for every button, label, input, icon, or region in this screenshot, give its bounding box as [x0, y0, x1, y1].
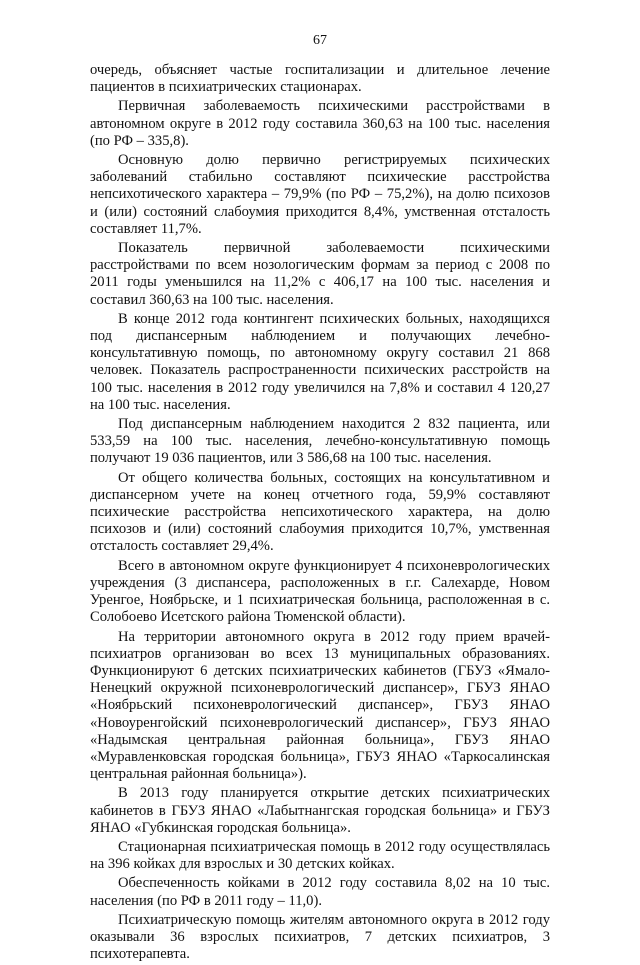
- document-body: [90, 62, 550, 965]
- paragraph: От общего количества больных, состоящих на консультативном и диспансерном учете на конец отчетного года, 59,9% составляют психические расстройства непсихотического характера, на долю психозов и (или) состояний слабоумия приходится 10,7%, умственная отсталость составляет 29,4%.: [90, 469, 550, 555]
- paragraph: В конце 2012 года контингент психических больных, находящихся под диспансерным наблюдением и получающих лечебно-консультативную помощь, по автономному округу составил 21 868 человек. Показатель распространенности психических расстройств на 100 тыс. населения в 2012 году увеличился на 7,8% и составил 4 120,27 на 100 тыс. населения.: [90, 310, 550, 413]
- paragraph: Обеспеченность койками в 2012 году составила 8,02 на 10 тыс. населения (по РФ в 2011 году – 11,0).: [90, 875, 550, 909]
- paragraph: Под диспансерным наблюдением находится 2 832 пациента, или 533,59 на 100 тыс. населения, лечебно-консультативную помощь получают 19 036 пациентов, или 3 586,68 на 100 тыс. населения.: [90, 416, 550, 467]
- paragraph: Всего в автономном округе функционирует 4 психоневрологических учреждения (3 диспансера, расположенных в г.г. Салехарде, Новом Уренгое, Ноябрьске, и 1 психиатрическая больница, расположенная в с. Солобоево Исетского района Тюменской области).: [90, 557, 550, 626]
- paragraph: Основную долю первично регистрируемых психических заболеваний стабильно составляют психические расстройства непсихотического характера – 79,9% (по РФ – 75,2%), на долю психозов и (или) состояний слабоумия приходится 8,4%, умственная отсталость составляет 11,7%.: [90, 152, 550, 237]
- paragraph: Показатель первичной заболеваемости психическими расстройствами по всем нозологическим формам за период с 2008 по 2011 годы уменьшился на 11,2% с 406,17 на 100 тыс. населения и составил 360,63 на 100 тыс. населения.: [90, 240, 550, 308]
- paragraph: Стационарная психиатрическая помощь в 2012 году осуществлялась на 396 койках для взрослых и 30 детских койках.: [90, 838, 550, 873]
- paragraph: В 2013 году планируется открытие детских психиатрических кабинетов в ГБУЗ ЯНАО «Лабытнангская городская больница» и ГБУЗ ЯНАО «Губкинская городская больница».: [90, 785, 550, 836]
- paragraph: очередь, объясняет частые госпитализации и длительное лечение пациентов в психиатрических стационарах.: [90, 62, 550, 96]
- paragraph: Психиатрическую помощь жителям автономного округа в 2012 году оказывали 36 взрослых психиатров, 7 детских психиатров, 3 психотерапевта.: [90, 911, 550, 963]
- paragraph: На территории автономного округа в 2012 году прием врачей-психиатров организован во всех 13 муниципальных образованиях. Функционируют 6 детских психиатрических кабинетов (ГБУЗ «Ямало-Ненецкий окружной психоневрологический диспансер», ГБУЗ ЯНАО «Ноябрьский психоневрологический диспансер», ГБУЗ ЯНАО «Новоуренгойский психоневрологический диспансер», ГБУЗ ЯНАО «Надымская центральная районная больница», ГБУЗ ЯНАО «Муравленковская городская больница», ГБУЗ ЯНАО «Таркосалинская центральная районная больница»).: [90, 628, 550, 783]
- page-number: 67: [313, 33, 327, 48]
- paragraph: Первичная заболеваемость психическими расстройствами в автономном округе в 2012 году составила 360,63 на 100 тыс. населения (по РФ – 335,8).: [90, 98, 550, 149]
